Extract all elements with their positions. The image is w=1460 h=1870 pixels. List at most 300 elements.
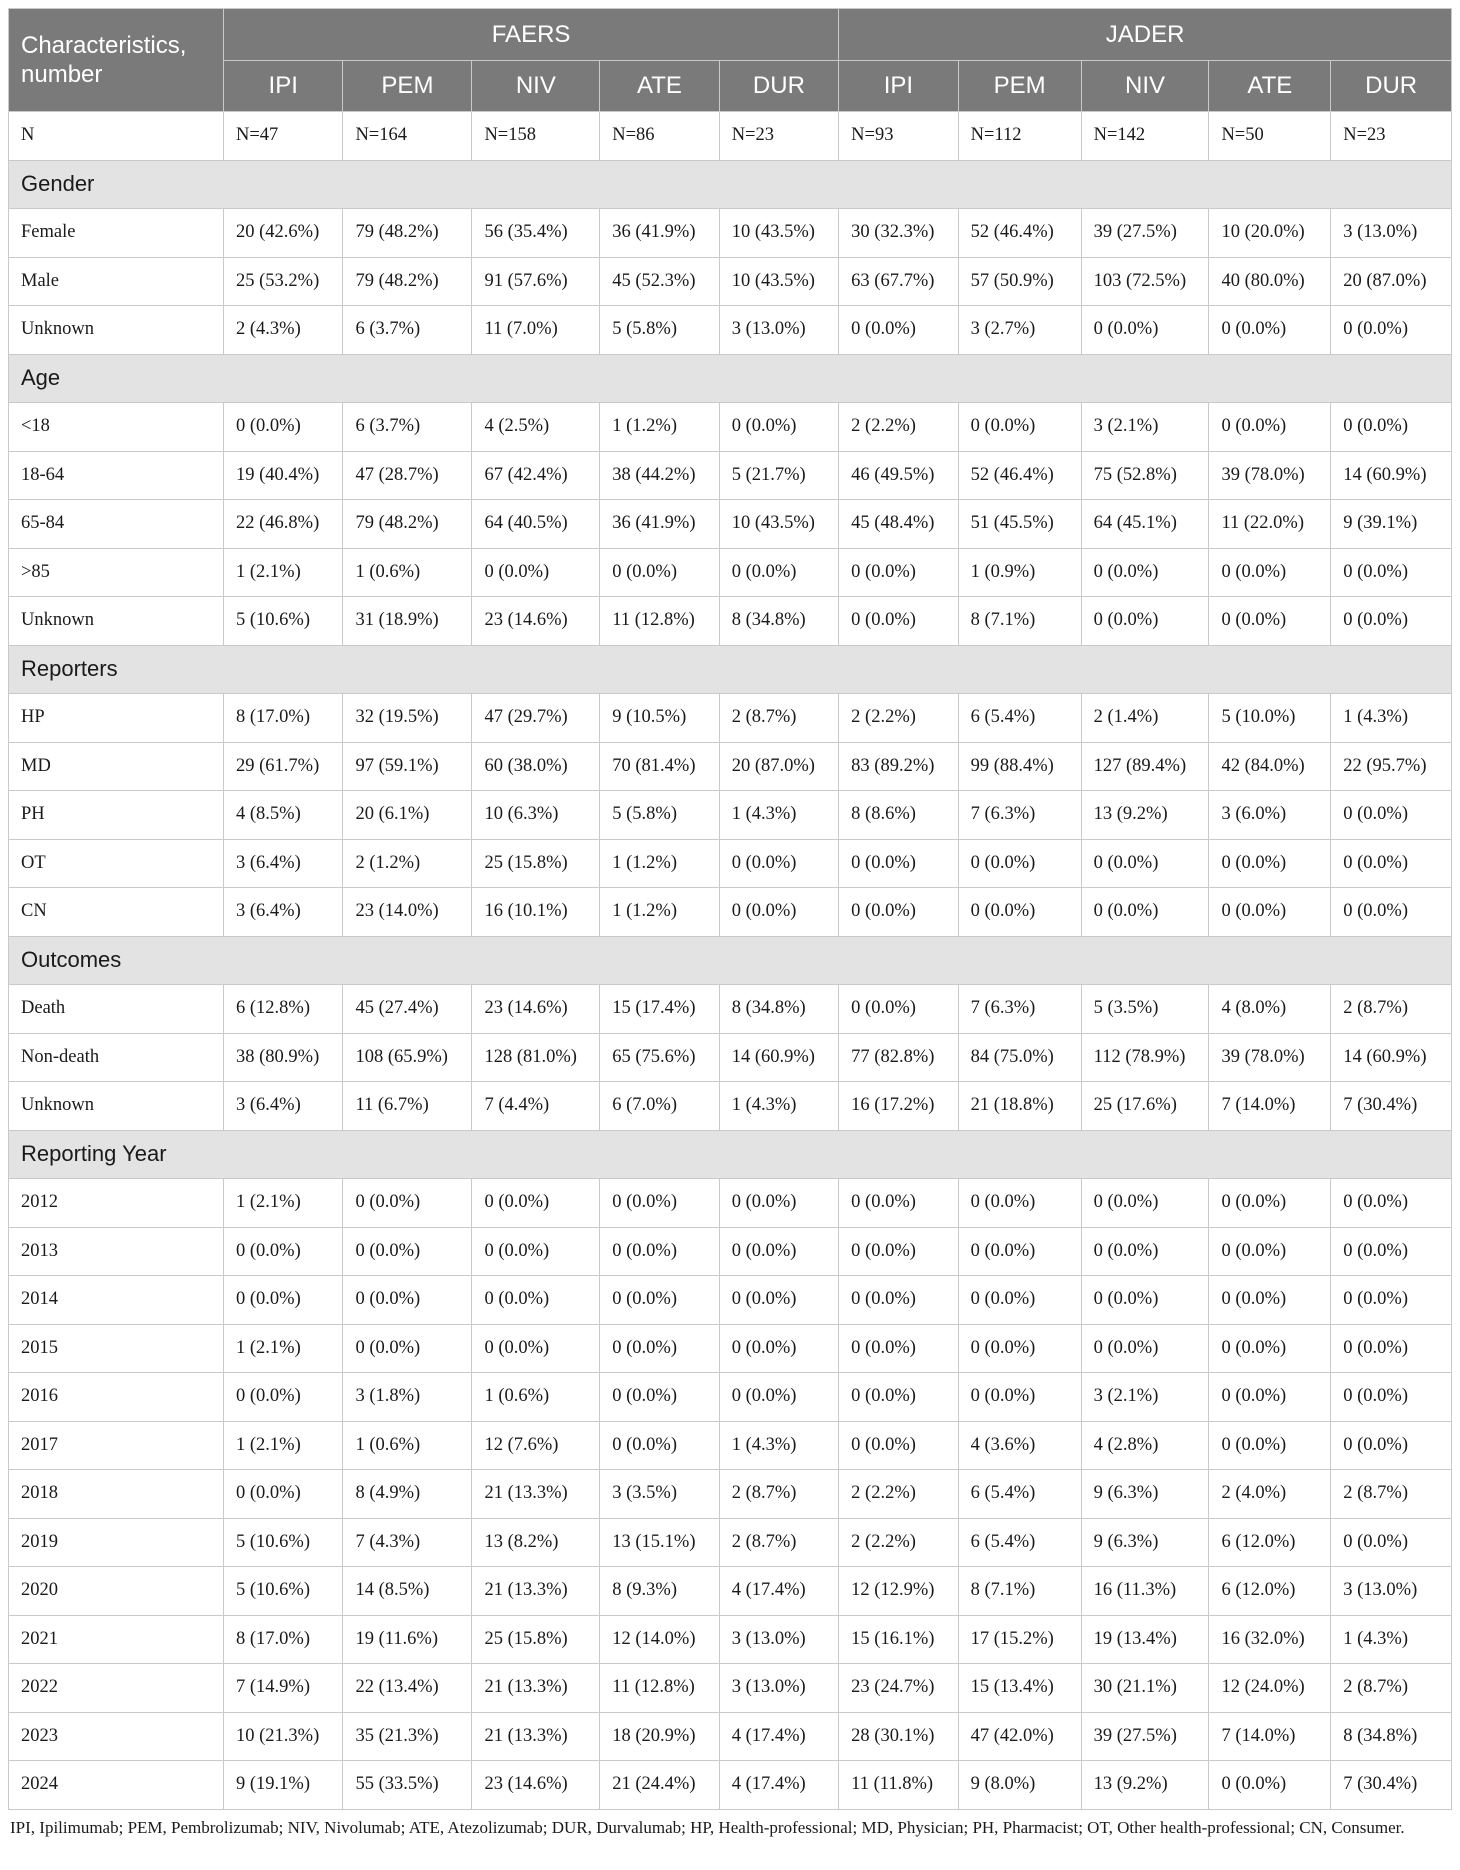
section-label: Gender <box>9 160 1452 209</box>
table-cell: 3 (2.7%) <box>958 306 1081 355</box>
table-cell: 8 (34.8%) <box>719 597 838 646</box>
table-cell: 99 (88.4%) <box>958 742 1081 791</box>
table-cell: 7 (6.3%) <box>958 985 1081 1034</box>
table-cell: 12 (7.6%) <box>472 1421 600 1470</box>
table-cell: 0 (0.0%) <box>719 1324 838 1373</box>
row-label: 2013 <box>9 1227 224 1276</box>
table-cell: 0 (0.0%) <box>1209 839 1331 888</box>
table-row <box>9 1567 1452 1616</box>
table-cell: 20 (6.1%) <box>343 791 472 840</box>
table-cell: 2 (2.2%) <box>839 1518 958 1567</box>
table-cell: N=93 <box>839 112 958 161</box>
group-header-jader: JADER <box>839 9 1452 61</box>
table-cell: 0 (0.0%) <box>719 1276 838 1325</box>
table-cell: 3 (2.1%) <box>1081 403 1209 452</box>
table-row <box>9 1470 1452 1519</box>
table-row <box>9 1712 1452 1761</box>
table-cell: 10 (43.5%) <box>719 209 838 258</box>
table-cell: N=164 <box>343 112 472 161</box>
table-cell: 9 (6.3%) <box>1081 1518 1209 1567</box>
table-row <box>9 839 1452 888</box>
row-label: >85 <box>9 548 224 597</box>
table-cell: 56 (35.4%) <box>472 209 600 258</box>
table-cell: 45 (52.3%) <box>600 257 719 306</box>
table-cell: 10 (43.5%) <box>719 500 838 549</box>
table-cell: 21 (13.3%) <box>472 1470 600 1519</box>
table-cell: 0 (0.0%) <box>1331 1518 1452 1567</box>
table-cell: 2 (8.7%) <box>1331 1664 1452 1713</box>
table-cell: 11 (12.8%) <box>600 597 719 646</box>
table-cell: 57 (50.9%) <box>958 257 1081 306</box>
table-cell: 2 (1.2%) <box>343 839 472 888</box>
table-cell: 0 (0.0%) <box>1081 306 1209 355</box>
table-cell: 6 (12.0%) <box>1209 1518 1331 1567</box>
table-cell: 0 (0.0%) <box>1209 548 1331 597</box>
row-label: 2019 <box>9 1518 224 1567</box>
table-row <box>9 1324 1452 1373</box>
table-cell: 0 (0.0%) <box>600 548 719 597</box>
table-cell: 10 (6.3%) <box>472 791 600 840</box>
table-cell: 0 (0.0%) <box>839 1179 958 1228</box>
table-cell: 9 (19.1%) <box>224 1761 343 1810</box>
row-label: 2024 <box>9 1761 224 1810</box>
table-cell: 127 (89.4%) <box>1081 742 1209 791</box>
table-cell: 6 (3.7%) <box>343 403 472 452</box>
table-cell: 12 (14.0%) <box>600 1615 719 1664</box>
table-cell: 7 (30.4%) <box>1331 1082 1452 1131</box>
table-cell: 25 (15.8%) <box>472 839 600 888</box>
table-cell: 0 (0.0%) <box>1331 403 1452 452</box>
table-cell: 0 (0.0%) <box>600 1421 719 1470</box>
table-cell: 0 (0.0%) <box>1081 888 1209 937</box>
table-cell: 77 (82.8%) <box>839 1033 958 1082</box>
table-cell: 7 (4.3%) <box>343 1518 472 1567</box>
table-row <box>9 306 1452 355</box>
row-label: 2017 <box>9 1421 224 1470</box>
corner-header: Characteristics, number <box>9 9 224 112</box>
table-cell: 2 (1.4%) <box>1081 694 1209 743</box>
table-cell: 8 (17.0%) <box>224 694 343 743</box>
table-cell: 39 (27.5%) <box>1081 209 1209 258</box>
table-cell: 4 (8.0%) <box>1209 985 1331 1034</box>
table-cell: 1 (2.1%) <box>224 1324 343 1373</box>
section-row <box>9 354 1452 403</box>
header-group-row <box>9 9 1452 61</box>
table-cell: 0 (0.0%) <box>1331 1227 1452 1276</box>
table-row <box>9 1615 1452 1664</box>
column-header: NIV <box>472 61 600 112</box>
table-cell: 14 (60.9%) <box>1331 1033 1452 1082</box>
table-cell: 12 (24.0%) <box>1209 1664 1331 1713</box>
table-cell: 0 (0.0%) <box>1331 888 1452 937</box>
table-cell: N=86 <box>600 112 719 161</box>
table-cell: 5 (10.0%) <box>1209 694 1331 743</box>
table-footnote: IPI, Ipilimumab; PEM, Pembrolizumab; NIV, Nivolumab; ATE, Atezolizumab; DUR, Durvalumab; HP, Health-professional; MD, Physician; PH, Pharmacist; OT, Other health-professional; CN, Consumer. <box>10 1817 1405 1837</box>
table-cell: 20 (87.0%) <box>1331 257 1452 306</box>
table-cell: 1 (4.3%) <box>719 1082 838 1131</box>
table-cell: 3 (3.5%) <box>600 1470 719 1519</box>
table-cell: 0 (0.0%) <box>839 888 958 937</box>
table-cell: 2 (8.7%) <box>719 1470 838 1519</box>
table-cell: 23 (14.6%) <box>472 985 600 1034</box>
column-header: ATE <box>1209 61 1331 112</box>
row-label: Female <box>9 209 224 258</box>
table-cell: 1 (2.1%) <box>224 1421 343 1470</box>
table-cell: 79 (48.2%) <box>343 500 472 549</box>
table-cell: 11 (12.8%) <box>600 1664 719 1713</box>
table-cell: 39 (27.5%) <box>1081 1712 1209 1761</box>
table-row <box>9 209 1452 258</box>
table-cell: 79 (48.2%) <box>343 257 472 306</box>
table-cell: 75 (52.8%) <box>1081 451 1209 500</box>
table-cell: 4 (17.4%) <box>719 1761 838 1810</box>
table-cell: 38 (44.2%) <box>600 451 719 500</box>
column-header: IPI <box>224 61 343 112</box>
column-header: ATE <box>600 61 719 112</box>
table-cell: 4 (17.4%) <box>719 1712 838 1761</box>
column-header: DUR <box>1331 61 1452 112</box>
row-label: CN <box>9 888 224 937</box>
table-cell: 0 (0.0%) <box>1331 1421 1452 1470</box>
table-cell: 11 (6.7%) <box>343 1082 472 1131</box>
table-cell: 0 (0.0%) <box>958 1179 1081 1228</box>
table-cell: 39 (78.0%) <box>1209 1033 1331 1082</box>
column-header: DUR <box>719 61 838 112</box>
table-cell: 9 (10.5%) <box>600 694 719 743</box>
table-cell: 3 (13.0%) <box>719 1664 838 1713</box>
table-cell: 0 (0.0%) <box>472 548 600 597</box>
table-cell: 17 (15.2%) <box>958 1615 1081 1664</box>
table-cell: 23 (14.0%) <box>343 888 472 937</box>
row-label: N <box>9 112 224 161</box>
table-body <box>9 112 1452 1810</box>
table-cell: 0 (0.0%) <box>224 1373 343 1422</box>
table-row <box>9 1082 1452 1131</box>
table-row <box>9 1276 1452 1325</box>
table-cell: 2 (4.0%) <box>1209 1470 1331 1519</box>
table-cell: 0 (0.0%) <box>719 1179 838 1228</box>
table-cell: 22 (95.7%) <box>1331 742 1452 791</box>
table-cell: 60 (38.0%) <box>472 742 600 791</box>
table-cell: 0 (0.0%) <box>343 1179 472 1228</box>
characteristics-table <box>8 8 1452 1810</box>
table-cell: 0 (0.0%) <box>1209 306 1331 355</box>
table-cell: 64 (40.5%) <box>472 500 600 549</box>
table-cell: 0 (0.0%) <box>224 1227 343 1276</box>
section-row <box>9 160 1452 209</box>
table-cell: 0 (0.0%) <box>472 1227 600 1276</box>
table-cell: 3 (6.4%) <box>224 839 343 888</box>
table-cell: 5 (3.5%) <box>1081 985 1209 1034</box>
table-cell: 1 (0.6%) <box>343 548 472 597</box>
table-cell: 4 (3.6%) <box>958 1421 1081 1470</box>
table-cell: 31 (18.9%) <box>343 597 472 646</box>
table-cell: N=23 <box>719 112 838 161</box>
column-header: IPI <box>839 61 958 112</box>
table-cell: 103 (72.5%) <box>1081 257 1209 306</box>
table-cell: 0 (0.0%) <box>1209 597 1331 646</box>
table-cell: 2 (2.2%) <box>839 694 958 743</box>
row-label: 2021 <box>9 1615 224 1664</box>
table-row <box>9 451 1452 500</box>
table-cell: 25 (15.8%) <box>472 1615 600 1664</box>
table-cell: 7 (14.9%) <box>224 1664 343 1713</box>
row-label: 65-84 <box>9 500 224 549</box>
table-cell: 0 (0.0%) <box>1081 1276 1209 1325</box>
table-cell: 0 (0.0%) <box>1209 1324 1331 1373</box>
table-cell: 16 (10.1%) <box>472 888 600 937</box>
table-cell: 0 (0.0%) <box>1331 1373 1452 1422</box>
table-cell: 15 (13.4%) <box>958 1664 1081 1713</box>
section-label: Reporters <box>9 645 1452 694</box>
row-label: Non-death <box>9 1033 224 1082</box>
table-cell: 30 (21.1%) <box>1081 1664 1209 1713</box>
table-cell: 13 (8.2%) <box>472 1518 600 1567</box>
table-row <box>9 1518 1452 1567</box>
table-cell: 0 (0.0%) <box>343 1324 472 1373</box>
table-cell: 6 (12.0%) <box>1209 1567 1331 1616</box>
table-cell: 0 (0.0%) <box>224 1470 343 1519</box>
table-cell: 5 (21.7%) <box>719 451 838 500</box>
table-cell: 2 (2.2%) <box>839 403 958 452</box>
table-cell: 0 (0.0%) <box>839 597 958 646</box>
table-cell: 0 (0.0%) <box>600 1324 719 1373</box>
table-cell: 0 (0.0%) <box>719 1373 838 1422</box>
table-cell: 19 (11.6%) <box>343 1615 472 1664</box>
table-cell: 0 (0.0%) <box>1209 1373 1331 1422</box>
table-cell: 91 (57.6%) <box>472 257 600 306</box>
table-cell: 0 (0.0%) <box>1081 548 1209 597</box>
table-cell: 0 (0.0%) <box>958 888 1081 937</box>
table-cell: 0 (0.0%) <box>958 403 1081 452</box>
table-cell: 3 (1.8%) <box>343 1373 472 1422</box>
table-cell: 9 (8.0%) <box>958 1761 1081 1810</box>
row-label: PH <box>9 791 224 840</box>
table-cell: 10 (43.5%) <box>719 257 838 306</box>
table-cell: 0 (0.0%) <box>1209 1761 1331 1810</box>
table-cell: 112 (78.9%) <box>1081 1033 1209 1082</box>
table-cell: 67 (42.4%) <box>472 451 600 500</box>
table-cell: 52 (46.4%) <box>958 451 1081 500</box>
table-cell: 108 (65.9%) <box>343 1033 472 1082</box>
table-cell: 0 (0.0%) <box>958 1373 1081 1422</box>
table-cell: 2 (2.2%) <box>839 1470 958 1519</box>
table-cell: 0 (0.0%) <box>1209 1276 1331 1325</box>
table-row <box>9 1761 1452 1810</box>
table-cell: 9 (39.1%) <box>1331 500 1452 549</box>
table-cell: 21 (13.3%) <box>472 1712 600 1761</box>
table-cell: 7 (14.0%) <box>1209 1712 1331 1761</box>
table-cell: 36 (41.9%) <box>600 500 719 549</box>
table-cell: 1 (4.3%) <box>1331 1615 1452 1664</box>
table-cell: 1 (4.3%) <box>719 1421 838 1470</box>
table-cell: 1 (1.2%) <box>600 403 719 452</box>
table-cell: 6 (7.0%) <box>600 1082 719 1131</box>
table-cell: 4 (2.5%) <box>472 403 600 452</box>
row-label: 2018 <box>9 1470 224 1519</box>
table-cell: 0 (0.0%) <box>1331 597 1452 646</box>
table-cell: 0 (0.0%) <box>1209 1227 1331 1276</box>
table-cell: 84 (75.0%) <box>958 1033 1081 1082</box>
row-label: Unknown <box>9 597 224 646</box>
table-cell: 2 (8.7%) <box>719 1518 838 1567</box>
table-cell: 0 (0.0%) <box>839 1276 958 1325</box>
table-cell: 16 (11.3%) <box>1081 1567 1209 1616</box>
table-cell: 0 (0.0%) <box>224 403 343 452</box>
table-cell: 21 (13.3%) <box>472 1664 600 1713</box>
table-cell: 38 (80.9%) <box>224 1033 343 1082</box>
table-cell: 0 (0.0%) <box>1081 839 1209 888</box>
table-cell: 65 (75.6%) <box>600 1033 719 1082</box>
table-cell: 7 (6.3%) <box>958 791 1081 840</box>
table-cell: 0 (0.0%) <box>719 403 838 452</box>
table-cell: 83 (89.2%) <box>839 742 958 791</box>
table-cell: 0 (0.0%) <box>839 1373 958 1422</box>
table-cell: 0 (0.0%) <box>1331 1324 1452 1373</box>
table-cell: 32 (19.5%) <box>343 694 472 743</box>
table-cell: 1 (0.6%) <box>343 1421 472 1470</box>
table-cell: 12 (12.9%) <box>839 1567 958 1616</box>
table-cell: 14 (60.9%) <box>1331 451 1452 500</box>
table-cell: 51 (45.5%) <box>958 500 1081 549</box>
table-cell: 3 (6.4%) <box>224 1082 343 1131</box>
table-cell: 1 (0.6%) <box>472 1373 600 1422</box>
table-cell: 0 (0.0%) <box>1081 1324 1209 1373</box>
section-row <box>9 1130 1452 1179</box>
table-cell: 3 (13.0%) <box>1331 1567 1452 1616</box>
table-cell: 8 (9.3%) <box>600 1567 719 1616</box>
table-cell: 128 (81.0%) <box>472 1033 600 1082</box>
table-row <box>9 403 1452 452</box>
section-label: Outcomes <box>9 936 1452 985</box>
column-header: PEM <box>958 61 1081 112</box>
table-cell: 30 (32.3%) <box>839 209 958 258</box>
table-cell: 0 (0.0%) <box>839 1324 958 1373</box>
table-row <box>9 1227 1452 1276</box>
header-column-row <box>9 61 1452 112</box>
table-cell: 0 (0.0%) <box>719 548 838 597</box>
table-cell: 40 (80.0%) <box>1209 257 1331 306</box>
table-cell: 23 (14.6%) <box>472 1761 600 1810</box>
table-cell: 21 (18.8%) <box>958 1082 1081 1131</box>
table-cell: 19 (40.4%) <box>224 451 343 500</box>
table-cell: 1 (0.9%) <box>958 548 1081 597</box>
table-cell: 47 (29.7%) <box>472 694 600 743</box>
table-cell: 25 (53.2%) <box>224 257 343 306</box>
table-cell: 0 (0.0%) <box>343 1276 472 1325</box>
table-cell: N=112 <box>958 112 1081 161</box>
table-cell: 0 (0.0%) <box>343 1227 472 1276</box>
table-cell: 97 (59.1%) <box>343 742 472 791</box>
table-cell: N=50 <box>1209 112 1331 161</box>
table-row <box>9 1179 1452 1228</box>
table-cell: 63 (67.7%) <box>839 257 958 306</box>
table-cell: 10 (20.0%) <box>1209 209 1331 258</box>
table-cell: 35 (21.3%) <box>343 1712 472 1761</box>
table-cell: N=47 <box>224 112 343 161</box>
table-cell: 0 (0.0%) <box>719 1227 838 1276</box>
table-cell: 7 (14.0%) <box>1209 1082 1331 1131</box>
table-cell: 39 (78.0%) <box>1209 451 1331 500</box>
table-cell: 0 (0.0%) <box>1331 839 1452 888</box>
table-cell: 79 (48.2%) <box>343 209 472 258</box>
table-cell: 0 (0.0%) <box>958 1227 1081 1276</box>
table-cell: 22 (46.8%) <box>224 500 343 549</box>
table-cell: 16 (17.2%) <box>839 1082 958 1131</box>
table-cell: 16 (32.0%) <box>1209 1615 1331 1664</box>
table-cell: 6 (3.7%) <box>343 306 472 355</box>
table-cell: 0 (0.0%) <box>839 548 958 597</box>
table-cell: 46 (49.5%) <box>839 451 958 500</box>
table-cell: 0 (0.0%) <box>1081 1227 1209 1276</box>
table-cell: 42 (84.0%) <box>1209 742 1331 791</box>
table-cell: 0 (0.0%) <box>1209 403 1331 452</box>
table-row <box>9 694 1452 743</box>
table-cell: 0 (0.0%) <box>1209 1421 1331 1470</box>
table-cell: 5 (5.8%) <box>600 791 719 840</box>
table-cell: 0 (0.0%) <box>839 985 958 1034</box>
table-cell: 70 (81.4%) <box>600 742 719 791</box>
table-cell: 0 (0.0%) <box>600 1373 719 1422</box>
table-cell: 55 (33.5%) <box>343 1761 472 1810</box>
table-cell: 0 (0.0%) <box>719 888 838 937</box>
table-cell: N=23 <box>1331 112 1452 161</box>
table-cell: 0 (0.0%) <box>1209 1179 1331 1228</box>
table-cell: 8 (7.1%) <box>958 1567 1081 1616</box>
table-cell: 8 (4.9%) <box>343 1470 472 1519</box>
table-cell: 6 (5.4%) <box>958 694 1081 743</box>
table-cell: 8 (34.8%) <box>1331 1712 1452 1761</box>
table-cell: 20 (42.6%) <box>224 209 343 258</box>
table-cell: 14 (8.5%) <box>343 1567 472 1616</box>
table-cell: 0 (0.0%) <box>839 1227 958 1276</box>
table-cell: N=142 <box>1081 112 1209 161</box>
table-cell: 2 (8.7%) <box>1331 985 1452 1034</box>
table-cell: 29 (61.7%) <box>224 742 343 791</box>
table-cell: 23 (14.6%) <box>472 597 600 646</box>
column-header: NIV <box>1081 61 1209 112</box>
table-cell: 0 (0.0%) <box>1331 306 1452 355</box>
table-cell: 0 (0.0%) <box>472 1276 600 1325</box>
table-cell: 0 (0.0%) <box>600 1227 719 1276</box>
row-label: <18 <box>9 403 224 452</box>
table-cell: 3 (13.0%) <box>1331 209 1452 258</box>
table-cell: 11 (7.0%) <box>472 306 600 355</box>
table-cell: 0 (0.0%) <box>958 1324 1081 1373</box>
table-cell: 4 (2.8%) <box>1081 1421 1209 1470</box>
table-cell: 20 (87.0%) <box>719 742 838 791</box>
table-cell: 15 (16.1%) <box>839 1615 958 1664</box>
table-cell: 36 (41.9%) <box>600 209 719 258</box>
row-label: 2015 <box>9 1324 224 1373</box>
section-row <box>9 936 1452 985</box>
table-cell: 45 (27.4%) <box>343 985 472 1034</box>
table-row <box>9 1664 1452 1713</box>
row-label: 2014 <box>9 1276 224 1325</box>
row-label: MD <box>9 742 224 791</box>
table-cell: 0 (0.0%) <box>1081 1179 1209 1228</box>
table-row <box>9 112 1452 161</box>
table-cell: 1 (2.1%) <box>224 548 343 597</box>
table-cell: 1 (4.3%) <box>1331 694 1452 743</box>
table-cell: 3 (6.4%) <box>224 888 343 937</box>
table-cell: 9 (6.3%) <box>1081 1470 1209 1519</box>
row-label: Death <box>9 985 224 1034</box>
table-cell: 45 (48.4%) <box>839 500 958 549</box>
table-cell: 0 (0.0%) <box>958 1276 1081 1325</box>
table-cell: 10 (21.3%) <box>224 1712 343 1761</box>
table-cell: 13 (9.2%) <box>1081 1761 1209 1810</box>
